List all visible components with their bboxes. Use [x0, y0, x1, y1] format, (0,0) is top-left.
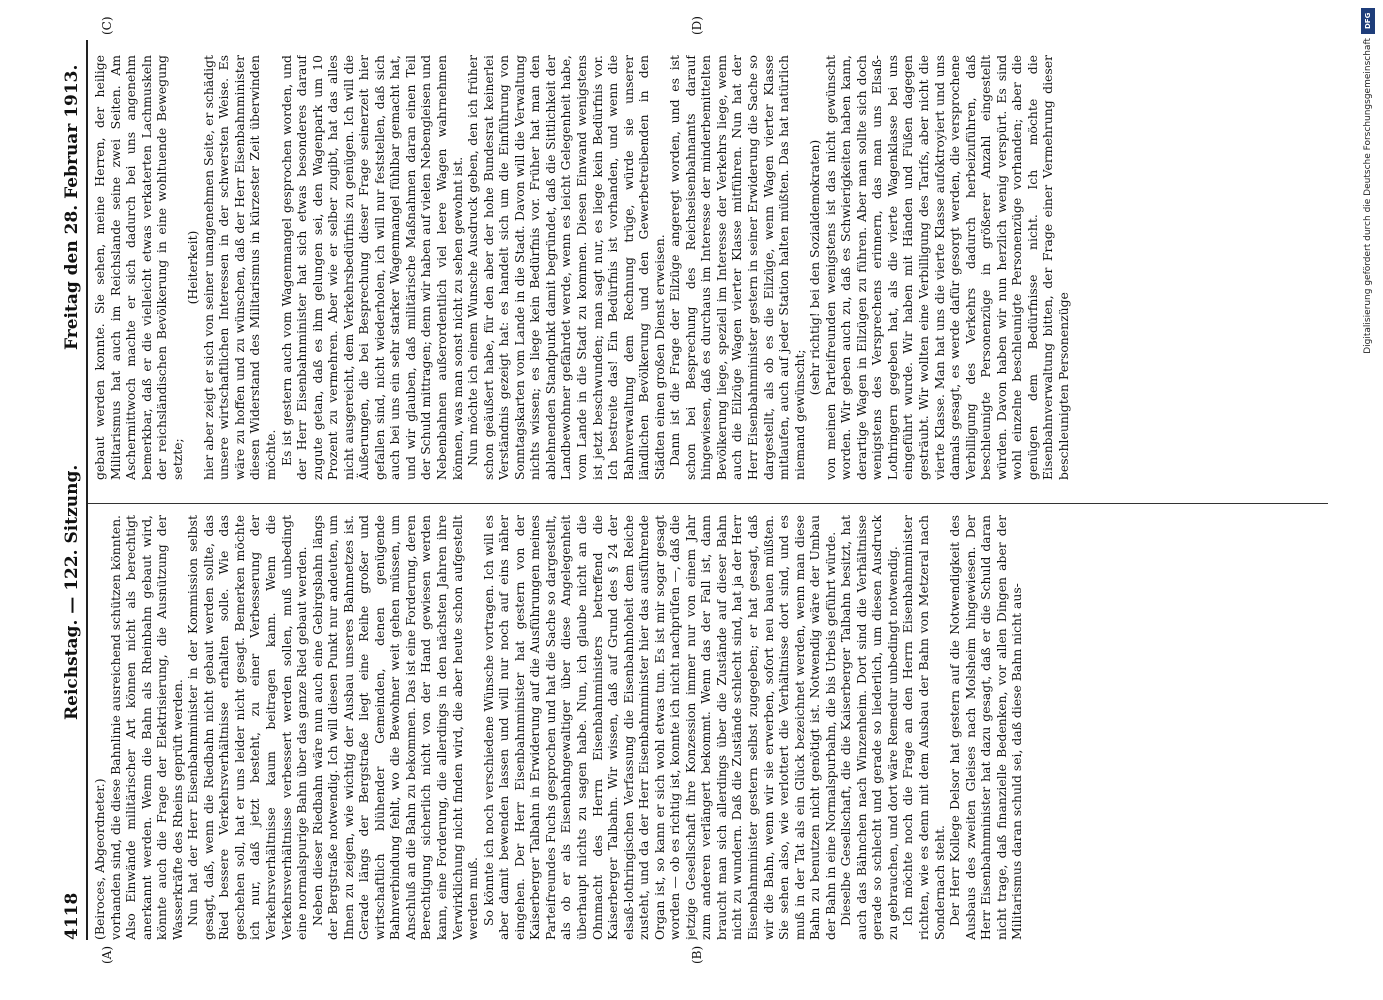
page-number: 4118 [62, 892, 82, 940]
paragraph: So könnte ich noch verschiedene Wünsche vortragen. Ich will es aber damit bewenden lassen und will nur noch auf eins näher eingehen. Der Herr Eisenbahnminister hat gestern von der Kaiserberger Talbahn in Erwiderung auf die Ausführungen meines Parteifreundes Fuchs gesprochen und hat die Sache so dargestellt, als ob er als Eisenbahngewaltiger über diese Angelegenheit überhaupt nichts zu sagen habe. Nun, ich glaube nicht an die Ohnmacht des Herrn Eisenbahnministers betreffend die Kaiserberger Talbahn. Wir wissen, daß auf Grund des § 24 der elsaß-lothringischen Verfassung die Eisenbahnhoheit dem Reiche zusteht, und da der Herr Eisenbahnminister hier das ausführende Organ ist, so kann er sich wohl etwas tun. Es ist mir sogar gesagt worden — ob es richtig ist, konnte ich nicht nachprüfen —, daß die jetzige Gesellschaft ihre Konzession immer nur von einem Jahr zum anderen verlängert bekommt. Wenn das der Fall ist, dann braucht man sich allerdings über die Zustände auf dieser Bahn nicht zu wundern. Daß die Zustände schlecht sind, hat ja der Herr Eisenbahnminister gestern selbst zugegeben; er hat gesagt, daß wir die Bahn, wenn wir sie erwerben, sofort neu bauen müßten. Sie sehen also, wie verlottert die Verhältnisse dort sind, und es muß in der Tat als ein Glück bezeichnet werden, wenn man diese Bahn zu benutzen nicht genötigt ist. Notwendig wäre der Umbau der Bahn in eine Normalspurbahn, die bis Urbeis geführt würde. [480, 515, 838, 940]
paragraph: vorhanden sind, die diese Bahnlinie ausreichend schützen könnten. Also Einwände militärischer Art können nicht als berechtigt anerkannt werden. Wenn die Bahn als Rheinbahn gebaut wird, könnte auch die Frage der Elektrisierung, die Ausnützung der Wasserkräfte des Rheins geprüft werden. [107, 515, 185, 940]
margin-marker-c: (C) [100, 16, 114, 35]
paragraph: Es ist gestern auch vom Wagenmangel gesprochen worden, und der Herr Eisenbahnminister hat sich etwas besonderes darauf zugute getan, daß es ihm gelungen sei, den Wagenpark um 10 Prozent zu vermehren. Aber wie er selber zugibt, hat das alles nicht ausgereicht, dem Verkehrsbedürfnis zu genügen. Ich will die Äußerungen, die bei Besprechung dieser Frage seinerzeit hier gefallen sind, nicht wiederholen, ich will nur feststellen, daß sich auch bei uns ein sehr starker Wagenmangel fühlbar gemacht hat, und wir glauben, daß militärische Maßnahmen daran einen Teil der Schuld mittragen; denn wir haben auf vielen Nebengleisen und Nebenbahnen außerordentlich viel leere Wagen wahrnehmen können, was man sonst nicht zu sehen gewohnt ist. [278, 55, 465, 480]
dfg-logo: DFG [1361, 8, 1375, 34]
credit-text: Digitalisierung gefördert durch die Deutsche Forschungsgemeinschaft [1363, 38, 1373, 354]
interjection: (Heiterkeit) [185, 230, 201, 305]
paragraph: gebaut werden konnte. Sie sehen, meine Herren, der heilige Militarismus hat auch im Reichslande seine zwei Seiten. Am Aschermittwoch machte er sich dadurch bei uns angenehm bemerkbar, daß er die vielleicht etwas verkaterten Lachmuskeln der reichsländischen Bevölkerung in eine wohltuende Bewegung setzte; [92, 55, 185, 480]
paragraph: Dann ist die Frage der Eilzüge angeregt worden, und es ist schon bei Besprechung des Reichseisenbahnamts darauf hingewiesen, daß es durchaus im Interesse der minderbemittelten Bevölkerung liege, speziell im Interesse der Verkehrs liege, wenn auch die Eilzüge Wagen vierter Klasse mitführen. Nun hat der Herr Eisenbahnminister gestern in seiner Erwiderung die Sache so dargestellt, als ob es die Eilzüge, wenn Wagen vierter Klasse mitlaufen, auch auf jeder Station halten müßten. Das hat natürlich niemand gewünscht; [667, 55, 807, 480]
interjection: (sehr richtig! bei den Sozialdemokraten) [807, 139, 823, 396]
session-date: Freitag den 28. Februar 1913. [62, 64, 82, 350]
column-divider [88, 503, 1328, 504]
digitization-credit [1361, 8, 1377, 568]
paragraph: Neben dieser Riedbahn wäre nun auch eine Gebirgsbahn längs der Bergstraße notwendig. Ich will diesen Punkt nur andeuten, um Ihnen zu zeigen, wie wichtig der Ausbau unseres Bahnnetzes ist. Gerade längs der Bergstraße liegt eine Reihe großer und wirtschaftlich blühender Gemeinden, denen genügende Bahnverbindung fehlt, wo die Bewohner weit gehen müssen, um Anschluß an die Bahn zu bekommen. Das ist eine Forderung, deren Berechtigung sicherlich nicht von der Hand gewiesen werden kann, eine Forderung, die allerdings in den nächsten Jahren ihre Verwirklichung nicht finden wird, die aber heute schon aufgestellt werden muß. [309, 515, 481, 940]
session-title: Reichstag. — 122. Sitzung. [62, 464, 82, 720]
left-column [92, 515, 1322, 940]
right-column [92, 55, 1322, 480]
margin-marker-d: (D) [690, 16, 704, 35]
paragraph: von meinen Parteifreunden wenigstens ist das nicht gewünscht worden. Wir geben auch zu, daß es Schwierigkeiten haben kann, derartige Wagen in Eilzügen zu führen. Aber man sollte sich doch wenigstens des Versprechens erinnern, das man uns Elsaß-Lothringern gegeben hat, als die vierte Wagenklasse bei uns eingeführt wurde. Wir haben mit Händen und Füßen dagegen gesträubt. Wir wollten eine Verbilligung des Tarifs, aber nicht die vierte Klasse. Man hat uns die vierte Klasse aufoktroyiert und uns damals gesagt, es werde dafür gesorgt werden, die versprochene Verbilligung des Verkehrs dadurch herbeizuführen, daß beschleunigte Personenzüge in größerer Anzahl eingestellt würden. Davon haben wir nun herzlich wenig verspürt. Es sind wohl einzelne beschleunigte Personenzüge vorhanden; aber die genügen dem Bedürfnisse nicht. Ich möchte die Eisenbahnverwaltung bitten, der Frage einer Vermehrung dieser beschleunigten Personenzüge [822, 55, 1071, 480]
margin-marker-b: (B) [690, 945, 704, 964]
paragraph: Nun möchte ich einem Wunsche Ausdruck geben, den ich früher schon geäußert habe, für den aber der hohe Bundesrat keinerlei Verständnis gezeigt hat: es handelt sich um die Einführung von Sonntagskarten vom Lande in die Stadt. Davon will die Verwaltung nichts wissen; es liege kein Bedürfnis vor. Früher hat man den ablehnenden Standpunkt damit begründet, daß die Sittlichkeit der Landbewohner gefährdet werde, wenn es leicht Gelegenheit habe, vom Lande in die Stadt zu kommen. Diesen Einwand wenigstens ist jetzt beschwunden; man sagt nur, es liege kein Bedürfnis vor. Ich bestreite das! Ein Bedürfnis ist vorhanden, und wenn die Bahnverwaltung dem Rechnung trüge, würde sie unserer ländlichen Bevölkerung und den Gewerbetreibenden in den Städten einen großen Dienst erweisen. [465, 55, 667, 480]
speaker-note: (Beiroces, Abgeordneter.) [92, 778, 107, 940]
margin-marker-a: (A) [100, 945, 114, 964]
paragraph: Der Herr Kollege Delsor hat gestern auf die Notwendigkeit des Ausbaus des zweiten Gleises nach Molsheim hingewiesen. Der Herr Eisenbahnminister hat dazu gesagt, daß er die Schuld daran nicht trage, daß finanzielle Bedenken, vor allen Dingen aber der Militarismus daran schuld sei, daß diese Bahn nicht aus- [947, 515, 1025, 940]
page-header [56, 40, 88, 940]
paragraph: Nun hat der Herr Eisenbahnminister in der Kommission selbst gesagt, daß, wenn die Riedbahn nicht gebaut werden sollte, das Ried bessere Verkehrsverhältnisse erhalten solle. Wie das geschehen soll, hat er uns leider nicht gesagt. Bemerken möchte ich nur, daß jetzt besteht, zu einer Verbesserung der Verkehrsverhältnisse kaum beitragen kann. Wenn die Verkehrsverhältnisse verbessert werden sollen, muß unbedingt eine normalspurige Bahn über das ganze Ried gebaut werden. [185, 515, 310, 940]
paragraph: Ich möchte noch die Frage an den Herrn Eisenbahnminister richten, wie es denn mit dem Ausbau der Bahn von Metzeral nach Sondernach steht. [900, 515, 947, 940]
paragraph: Dieselbe Gesellschaft, die die Kaiserberger Talbahn besitzt, hat auch das Bähnchen nach Winzenheim. Dort sind die Verhältnisse gerade so schlecht und gerade so liederlich, um diesen Ausdruck zu gebrauchen, und dort wäre Remedur unbedingt notwendig. [838, 515, 900, 940]
paragraph: hier aber zeigt er sich von seiner unangenehmen Seite, er schädigt unsere wirtschaftlichen Interessen in der schwersten Weise. Es wäre zu hoffen und zu wünschen, daß der Herr Eisenbahnminister diesen Widerstand des Militarismus in kürzester Zeit überwinden möchte. [200, 55, 279, 480]
